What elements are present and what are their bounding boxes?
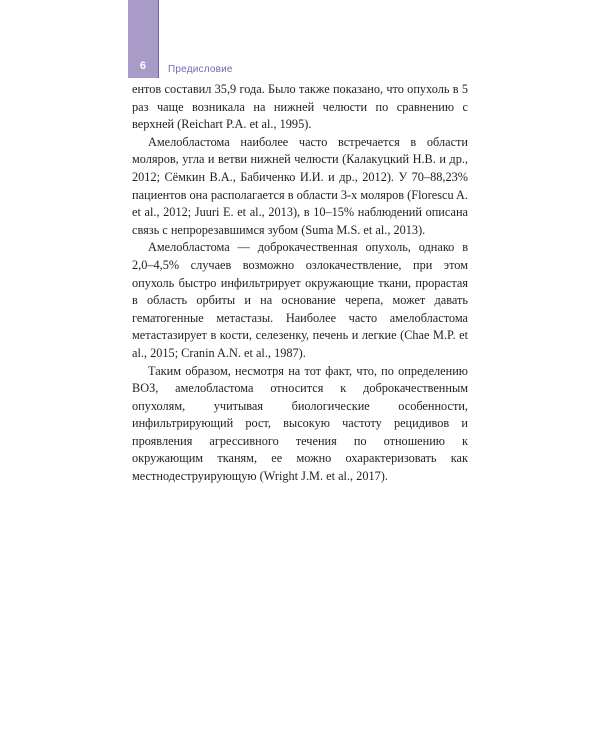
page-number: 6 [139, 60, 147, 72]
paragraph: Таким образом, несмотря на тот факт, что, по определению ВОЗ, амелобластома относится к доброкачественным опухолям, учитывая биологические особенности, инфильтрирующий рост, высокую частоту рецидивов и проявления агрессивного течения по отношению к окружающим тканям, ее можно охарактеризовать как местнодеструирующую (Wright J.M. et al., 2017). [132, 363, 468, 484]
body-text [132, 81, 468, 486]
page-number-tab [128, 0, 159, 78]
paragraph: Амелобластома — доброкачественная опухоль, однако в 2,0–4,5% случаев возможно озлокачествление, при этом опухоль быстро инфильтрирует окружающие ткани, прорастая в область орбиты и на основание черепа, может давать гематогенные метастазы. Наиболее часто амелобластома метастазирует в кости, селезенку, печень и легкие (Chae M.P. et al., 2015; Cranin A.N. et al., 1987). [132, 240, 468, 360]
paragraph: Амелобластома наиболее часто встречается в области моляров, угла и ветви нижней челюсти (Калакуцкий Н.В. и др., 2012; Сёмкин В.А., Бабиченко И.И. и др., 2012). У 70–88,23% пациентов она располагается в области 3-х моляров (Florescu A. et al., 2012; Juuri E. et al., 2013), в 10–15% наблюдений описана связь с непрорезавшимся зубом (Suma M.S. et al., 2013). [132, 134, 468, 237]
running-header: Предисловие [168, 64, 233, 75]
paragraph: ентов составил 35,9 года. Было также показано, что опухоль в 5 раз чаще возникала на нижней челюсти по сравнению с верхней (Reichart P.A. et al., 1995). [132, 82, 468, 132]
